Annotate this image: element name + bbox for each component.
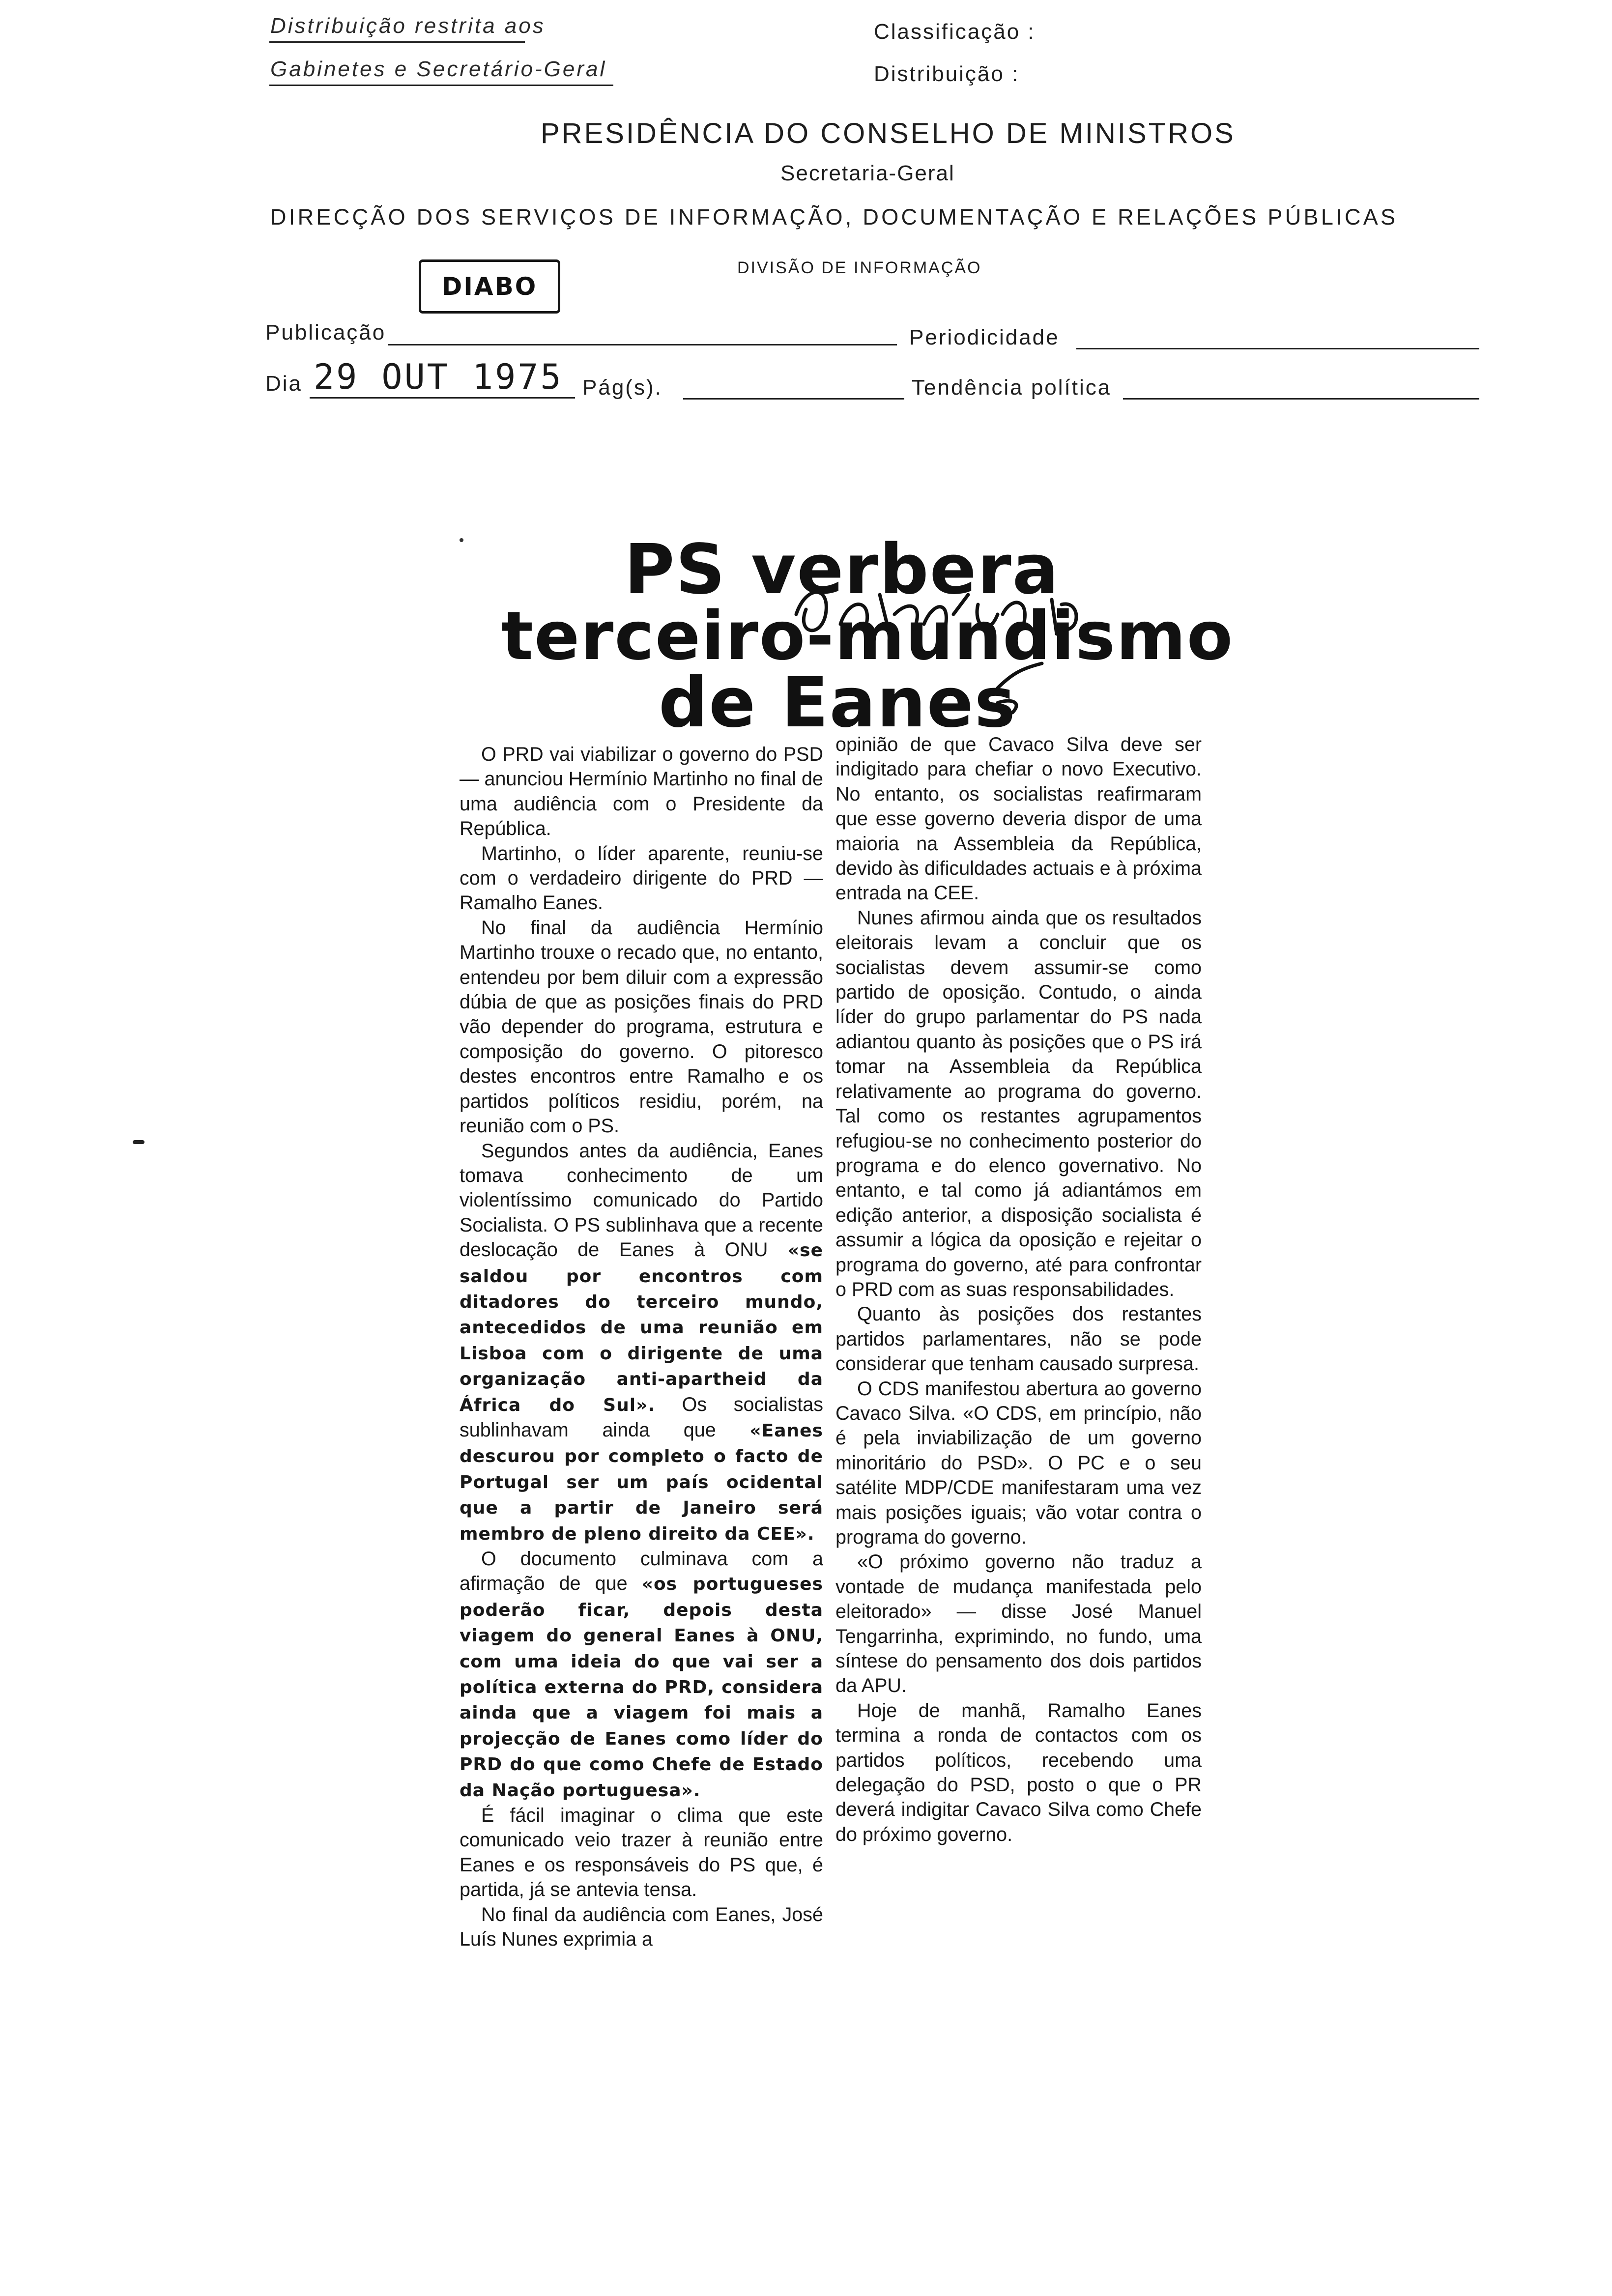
classification-label: Classificação : [874,20,1036,44]
article-paragraph [835,1377,1202,1550]
paragraph-text: No final da audiência com Eanes, José Luís Nunes exprimia a [460,1903,823,1951]
paragraph-text: opinião de que Cavaco Silva deve ser indigitado para chefiar o novo Executivo. No entanto, os socialistas reafirmaram que esse governo deveria dispor de uma maioria na Assembleia da República, devido às dificuldades actuais e à próxima entrada na CEE. [835,734,1202,904]
article-paragraph [460,841,823,916]
paragraph-text: Segundos antes da audiência, Eanes tomava conhecimento de um violentíssimo comunicado do Partido Socialista. O PS sublinhava que a recente deslocação de Eanes à ONU [460,1140,823,1261]
distribution-label: Distribuição : [874,62,1020,86]
pages-field-line [683,398,904,400]
headline-line1: PS verbera [624,530,1060,610]
division-heading: DIVISÃO DE INFORMAÇÃO [737,258,982,277]
article-paragraph [460,1139,823,1547]
stray-mark [133,1140,144,1144]
article-paragraph [460,1803,823,1902]
direction-heading: DIRECÇÃO DOS SERVIÇOS DE INFORMAÇÃO, DOCUMENTAÇÃO E RELAÇÕES PÚBLICAS [270,204,1398,230]
emphasized-quote: «os portugueses poderão ficar, depois desta viagem do general Eanes à ONU, com uma ideia do que vai ser a política externa do PRD, considera ainda que a viagem foi mais a projecção de Eanes como líder do PRD do que como Chefe de Estado da Nação portuguesa». [460,1574,823,1801]
distribution-note-line2: Gabinetes e Secretário-Geral [270,57,607,81]
paragraph-text: Martinho, o líder aparente, reuniu-se com o verdadeiro dirigente do PRD — Ramalho Eanes. [460,842,823,914]
publication-stamp: DIABO [419,259,560,314]
article-paragraph [460,1902,823,1952]
article-paragraph [835,1698,1202,1847]
headline-line2: terceiro-mundismo [501,598,1234,675]
emphasized-quote: «se saldou por encontros com ditadores do terceiro mundo, antecedidos de uma reunião em Lisboa com o dirigente de uma organização anti-apartheid da África do Sul». [460,1240,823,1415]
paragraph-text: Quanto às posições dos restantes partidos parlamentares, não se pode considerar que tenham causado surpresa. [835,1303,1202,1375]
date-value: 29 OUT 1975 [314,357,563,397]
handwritten-annotation [767,541,1111,718]
periodicity-field-line [1076,348,1479,349]
tendency-field-line [1123,398,1479,400]
paragraph-text: O PRD vai viabilizar o governo do PSD — anunciou Hermínio Martinho no final de uma audiência com o Presidente da República. [460,744,823,840]
article-paragraph [835,1550,1202,1698]
day-label: Dia [265,372,303,396]
article-paragraph [835,1302,1202,1376]
secretariat-heading: Secretaria-Geral [780,161,955,185]
publication-label: Publicação [265,320,386,344]
article-column-1 [460,742,823,1952]
periodicity-label: Periodicidade [909,325,1060,349]
paragraph-text: Hoje de manhã, Ramalho Eanes termina a ronda de contactos com os partidos políticos, recebendo uma delegação do PSD, posto o que o PR deverá indigitar Cavaco Silva como Chefe do próximo governo. [835,1699,1202,1845]
paragraph-text: É fácil imaginar o clima que este comunicado veio trazer à reunião entre Eanes e os responsáveis do PS que, é partida, já se antevia tensa. [460,1805,823,1901]
headline-line3: de Eanes [659,663,1016,743]
publication-field-line [388,344,897,345]
paragraph-text: No final da audiência Hermínio Martinho trouxe o recado que, no entanto, entendeu por bem diluir com a expressão dúbia de que as posições finais do PRD vão depender do programa, estrutura e composição do governo. O pitoresco destes encontros entre Ramalho e os partidos políticos residiu, porém, na reunião com o PS. [460,917,823,1137]
presidency-heading: PRESIDÊNCIA DO CONSELHO DE MINISTROS [541,117,1236,149]
paragraph-text: «O próximo governo não traduz a vontade de mudança manifestada pelo eleitorado» — disse José Manuel Tengarrinha, exprimindo, no fundo, uma síntese do pensamento dos dois partidos da APU. [835,1551,1202,1697]
paragraph-text: Os socialistas sublinhavam ainda que [460,1393,823,1441]
paragraph-text: Nunes afirmou ainda que os resultados eleitorais levam a concluir que os socialistas devem assumir-se como partido de oposição. Contudo, o ainda líder do grupo parlamentar do PS nada adiantou quanto às posições que o PS irá tomar na Assembleia da República relativamente ao programa do governo. Tal como os restantes agrupamentos refugiou-se no conhecimento posterior do programa e do elenco governativo. No entanto, e tal como já adiantámos em edição anterior, a disposição socialista é assumir a lógica da oposição e rejeitar o programa do governo, até para confrontar o PRD com as suas responsabilidades. [835,907,1202,1300]
divider [269,41,525,43]
article-paragraph [835,732,1202,906]
tendency-label: Tendência política [912,375,1112,400]
article-column-2 [835,732,1202,1847]
article-paragraph [460,742,823,841]
paragraph-text: O CDS manifestou abertura ao governo Cavaco Silva. «O CDS, em princípio, não é pela inviabilização de um governo minoritário do PSD». O PC e o seu satélite MDP/CDE manifestaram uma vez mais posições iguais; vão votar contra o programa do governo. [835,1378,1202,1548]
article-paragraph [460,916,823,1139]
pages-label: Pág(s). [582,375,662,400]
day-field-line [310,397,575,399]
article-paragraph [460,1547,823,1803]
article-paragraph [835,906,1202,1302]
divider [269,85,613,86]
emphasized-quote: «Eanes descurou por completo o facto de Portugal ser um país ocidental que a partir de Janeiro será membro de pleno direito da CEE». [460,1420,823,1544]
paragraph-text: O documento culminava com a afirmação de que [460,1548,823,1595]
stray-mark [460,538,463,542]
distribution-note-line1: Distribuição restrita aos [270,14,546,38]
